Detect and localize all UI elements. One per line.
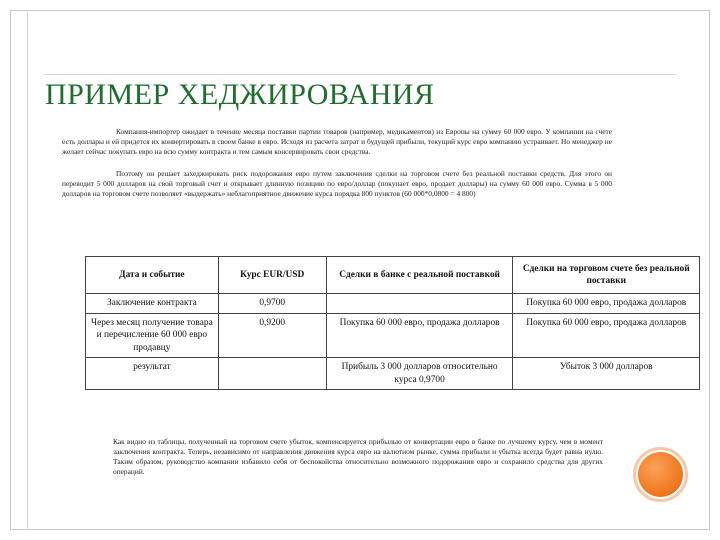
cell-event: Заключение контракта <box>86 294 219 314</box>
header-rate: Курс EUR/USD <box>218 257 326 294</box>
cell-bank: Покупка 60 000 евро, продажа долларов <box>326 313 513 358</box>
cell-trading: Убыток 3 000 долларов <box>513 358 700 390</box>
cell-rate: 0,9200 <box>218 313 326 358</box>
header-bank-deals: Сделки в банке с реальной поставкой <box>326 257 513 294</box>
table-row <box>86 358 700 390</box>
page-title: ПРИМЕР ХЕДЖИРОВАНИЯ <box>45 78 435 111</box>
strategy-paragraph: Поэтому он решает захеджировать риск подорожания евро путем заключения сделки на торговом счете без реальной поставки средств. Для этого он переводит 5 000 долларов на свой торговый счет и открывает длинную позицию по евро/доллар (покупает евро, продает доллары) на сумму 60 000 евро. Сумма в 5 000 долларов на торговом счете позволяет «выдержать» неблагоприятное движение курса порядка 800 пунктов (60 000*0,0800 = 4 800) <box>62 169 612 198</box>
header-trading-deals: Сделки на торговом счете без реальной поставки <box>513 257 700 294</box>
cell-trading: Покупка 60 000 евро, продажа долларов <box>513 313 700 358</box>
intro-paragraph: Компания-импортер ожидает в течение месяца поставки партии товаров (например, медикаментов) из Европы на сумму 60 000 евро. У компании на счете есть доллары и ей придется их конвертировать в своем банке в евро. Исходя из расчета затрат и будущей прибыли, текущий курс евро компанию устраивает. Но менеджер не желает сейчас покупать евро на всю сумму контракта и тем самым консервировать свои средства. <box>62 127 612 156</box>
table-row <box>86 294 700 314</box>
cell-rate: 0,9700 <box>218 294 326 314</box>
left-margin-rule <box>27 10 28 530</box>
hedge-table <box>85 256 700 390</box>
table-header-row <box>86 257 700 294</box>
cell-rate <box>218 358 326 390</box>
table-row <box>86 313 700 358</box>
cell-trading: Покупка 60 000 евро, продажа долларов <box>513 294 700 314</box>
cell-event: результат <box>86 358 219 390</box>
cell-bank: Прибыль 3 000 долларов относительно курса 0,9700 <box>326 358 513 390</box>
header-date-event: Дата и событие <box>86 257 219 294</box>
cell-event: Через месяц получение товара и перечисление 60 000 евро продавцу <box>86 313 219 358</box>
cell-bank <box>326 294 513 314</box>
decorative-orange-circle <box>638 452 683 497</box>
title-rule <box>45 74 675 75</box>
conclusion-paragraph: Как видно из таблицы, полученный на торговом счете убыток, компенсируется прибылью от конвертации евро в банке по лучшему курсу, чем в момент заключения контракта. Теперь, независимо от направления движения курса евро на валютном рынке, сумма прибыли и убытка всегда будет равна нулю. Таким образом, руководство компании избавило себя от беспокойства относительно возможного подорожания евро и сохранило средства для других операций. <box>113 437 603 476</box>
